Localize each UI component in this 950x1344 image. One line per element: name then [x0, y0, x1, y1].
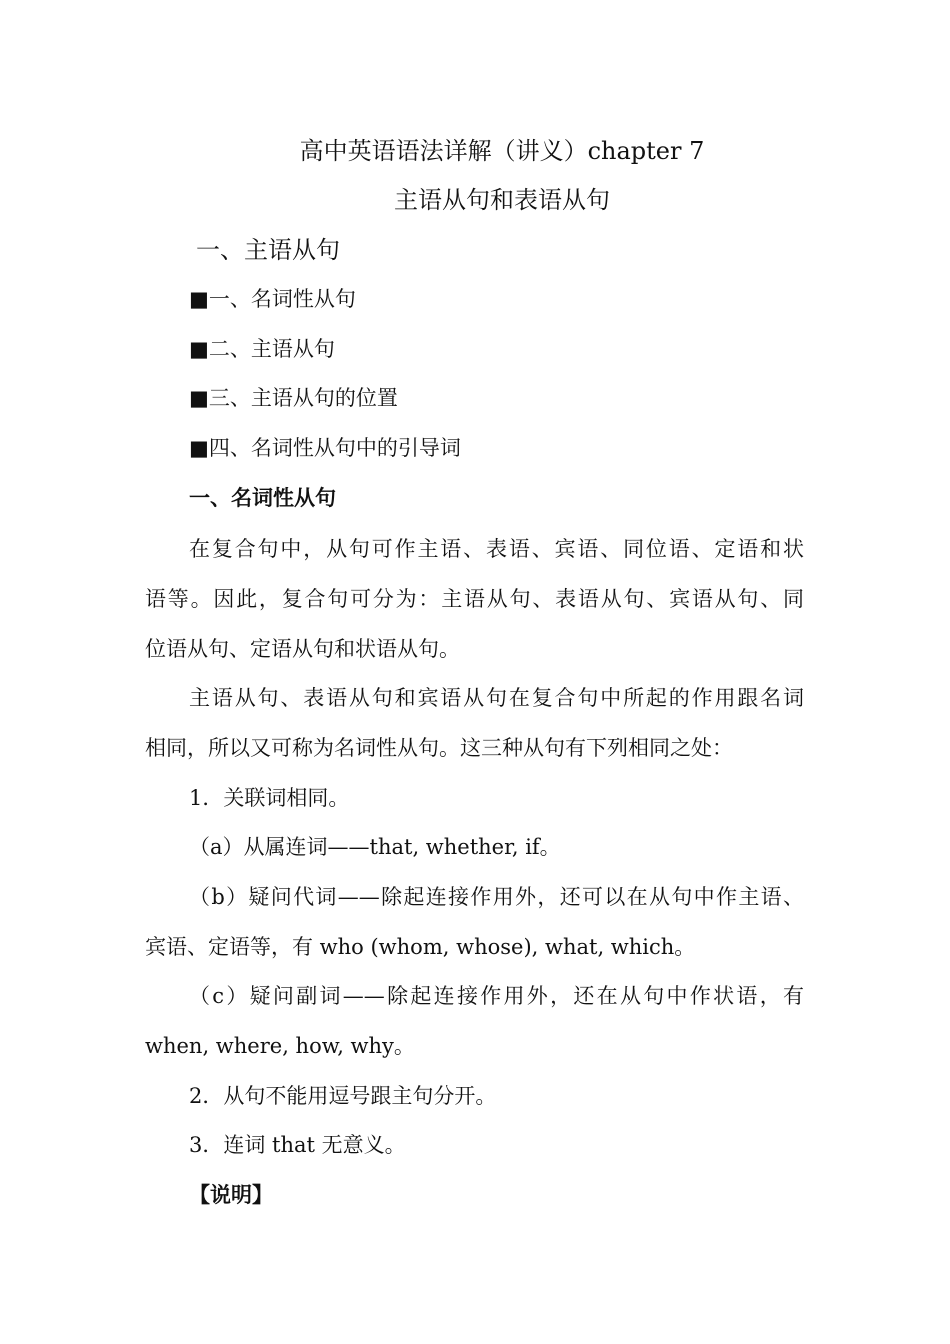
toc-item-1: ■一、名词性从句 — [189, 287, 356, 311]
toc-item-2: ■二、主语从句 — [189, 337, 335, 361]
note-heading: 【说明】 — [189, 1183, 273, 1207]
paragraph-1-line-2: 语等。因此，复合句可分为：主语从句、表语从句、宾语从句、同 — [145, 587, 804, 611]
list-item-1b-line-1: （b）疑问代词——除起连接作用外，还可以在从句中作主语、 — [189, 885, 804, 909]
list-item-1a: （a）从属连词——that, whether, if。 — [189, 835, 561, 859]
paragraph-1-line-1: 在复合句中，从句可作主语、表语、宾语、同位语、定语和状 — [189, 537, 804, 561]
paragraph-2-line-2: 相同，所以又可称为名词性从句。这三种从句有下列相同之处： — [145, 736, 733, 760]
section-heading: 一、主语从句 — [196, 236, 340, 264]
list-item-1c-line-2: when, where, how, why。 — [145, 1034, 415, 1058]
document-subtitle: 主语从句和表语从句 — [394, 186, 610, 214]
list-item-1b-line-2: 宾语、定语等，有 who (whom, whose), what, which。 — [145, 935, 696, 959]
list-item-1: 1．关联词相同。 — [189, 786, 350, 810]
list-item-1c-line-1: （c）疑问副词——除起连接作用外，还在从句中作状语，有 — [189, 984, 804, 1008]
list-item-3: 3．连词 that 无意义。 — [189, 1133, 406, 1157]
paragraph-2-line-1: 主语从句、表语从句和宾语从句在复合句中所起的作用跟名词 — [189, 686, 804, 710]
toc-item-4: ■四、名词性从句中的引导词 — [189, 436, 461, 460]
toc-item-3: ■三、主语从句的位置 — [189, 386, 398, 410]
paragraph-1-line-3: 位语从句、定语从句和状语从句。 — [145, 637, 460, 661]
list-item-2: 2．从句不能用逗号跟主句分开。 — [189, 1084, 497, 1108]
subheading: 一、名词性从句 — [189, 486, 336, 510]
document-title: 高中英语语法详解（讲义）chapter 7 — [299, 137, 705, 165]
